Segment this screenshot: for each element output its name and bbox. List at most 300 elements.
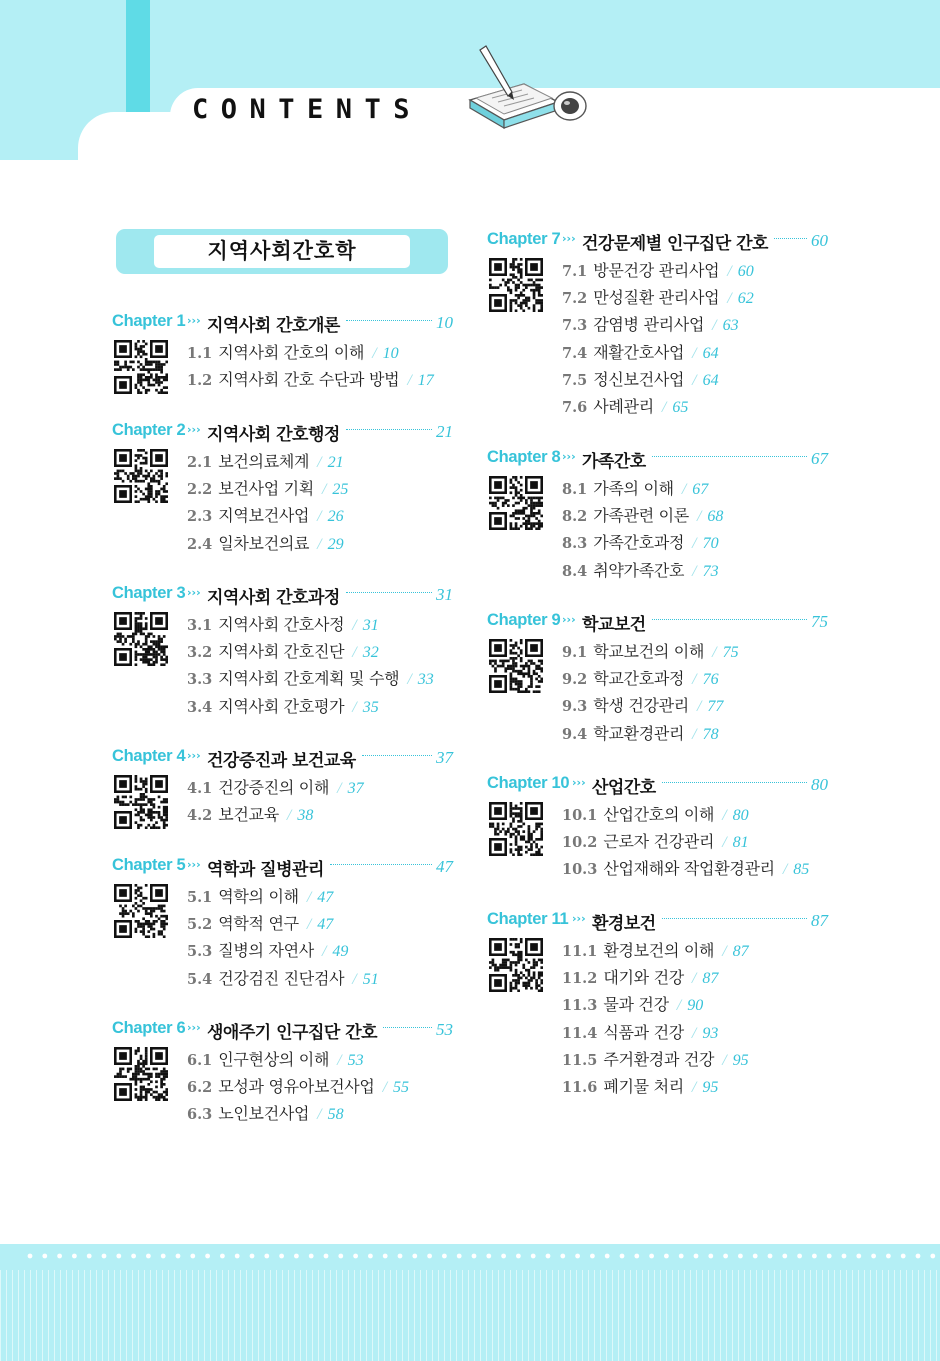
section-title: 학교간호과정 bbox=[593, 669, 685, 689]
section-page-number: 67 bbox=[692, 481, 709, 498]
footer-dot bbox=[797, 1254, 802, 1259]
chapter-title: 학교보건 bbox=[582, 615, 646, 635]
page-separator: / bbox=[337, 780, 342, 797]
page-separator: / bbox=[692, 562, 697, 580]
chapter-arrow: ››› bbox=[572, 776, 586, 789]
section-title: 근로자 건강관리 bbox=[603, 832, 715, 852]
section-title: 인구현상의 이해 bbox=[218, 1050, 330, 1069]
qr-code-icon bbox=[489, 258, 543, 312]
footer-dot bbox=[694, 1254, 699, 1259]
chapter-title: 산업간호 bbox=[592, 778, 656, 798]
page-separator: / bbox=[352, 698, 357, 716]
section-number: 11.1 bbox=[562, 943, 598, 960]
footer-dot bbox=[57, 1254, 62, 1259]
footer-dot bbox=[723, 1254, 728, 1259]
section-title: 폐기물 처리 bbox=[603, 1077, 684, 1096]
footer-dot bbox=[486, 1254, 491, 1259]
page-separator: / bbox=[692, 671, 697, 689]
section-entry bbox=[187, 1047, 364, 1069]
section-number: 9.3 bbox=[562, 698, 588, 716]
section-page-number: 87 bbox=[702, 970, 719, 988]
section-entry bbox=[187, 1074, 409, 1096]
section-title: 가족관련 이론 bbox=[593, 506, 689, 526]
section-title: 취약가족간호 bbox=[593, 560, 685, 580]
section-number: 2.3 bbox=[187, 508, 213, 526]
section-title: 역학적 연구 bbox=[218, 914, 299, 934]
footer-dot bbox=[605, 1254, 610, 1259]
section-title: 보건사업 기획 bbox=[218, 479, 314, 499]
chapter-arrow: ››› bbox=[187, 586, 201, 599]
page-separator: / bbox=[407, 372, 412, 390]
section-page-number: 37 bbox=[347, 780, 364, 797]
footer-dot bbox=[42, 1254, 47, 1259]
section-page-number: 26 bbox=[327, 508, 344, 526]
section-title: 노인보건사업 bbox=[218, 1104, 310, 1124]
page-separator: / bbox=[696, 508, 702, 526]
section-page-number: 81 bbox=[732, 834, 749, 852]
chapter-title: 건강문제별 인구집단 간호 bbox=[582, 234, 768, 254]
qr-code-icon bbox=[489, 639, 543, 693]
page-separator: / bbox=[407, 671, 412, 689]
chapter-label: Chapter 2 bbox=[112, 421, 186, 439]
section-entry bbox=[187, 367, 434, 389]
chapter-arrow: ››› bbox=[187, 423, 201, 436]
footer-dot bbox=[250, 1254, 255, 1259]
section-entry bbox=[562, 721, 719, 743]
footer-dot bbox=[116, 1254, 121, 1259]
chapter-heading bbox=[112, 1019, 466, 1041]
section-number: 6.2 bbox=[187, 1079, 213, 1097]
chapter-heading bbox=[487, 910, 841, 932]
section-entry bbox=[562, 1074, 718, 1096]
section-entry bbox=[187, 666, 434, 688]
section-entry bbox=[187, 1101, 344, 1123]
chapter-arrow: ››› bbox=[187, 858, 201, 871]
page-separator: / bbox=[661, 399, 667, 416]
chapter-label: Chapter 9 bbox=[487, 611, 561, 629]
page-separator: / bbox=[722, 1051, 727, 1069]
section-title: 대기와 건강 bbox=[603, 968, 684, 988]
footer-dot bbox=[338, 1254, 343, 1259]
page-separator: / bbox=[286, 807, 292, 825]
section-title: 지역사회 간호평가 bbox=[218, 696, 345, 716]
page-separator: / bbox=[321, 481, 327, 499]
section-entry bbox=[187, 775, 364, 797]
page-separator: / bbox=[692, 371, 697, 389]
section-title: 사례관리 bbox=[593, 397, 654, 416]
section-number: 8.1 bbox=[562, 481, 588, 498]
qr-code-icon bbox=[114, 775, 168, 829]
section-page-number: 60 bbox=[737, 263, 754, 280]
footer-dot bbox=[102, 1254, 107, 1259]
section-title: 감염병 관리사업 bbox=[593, 315, 705, 335]
book-and-pencil-icon bbox=[462, 40, 592, 132]
footer-dot bbox=[738, 1254, 743, 1259]
section-number: 3.2 bbox=[187, 644, 213, 662]
section-page-number: 10 bbox=[382, 345, 399, 362]
section-number: 4.2 bbox=[187, 807, 213, 825]
section-number: 4.1 bbox=[187, 780, 213, 797]
chapter-page-number: 10 bbox=[436, 313, 453, 332]
footer-dot bbox=[176, 1254, 181, 1259]
section-entry bbox=[562, 856, 809, 878]
section-number: 7.4 bbox=[562, 344, 588, 362]
page-separator: / bbox=[696, 698, 702, 716]
section-number: 7.2 bbox=[562, 290, 588, 308]
section-page-number: 55 bbox=[393, 1079, 410, 1097]
section-entry bbox=[562, 312, 739, 334]
dot-leader bbox=[330, 864, 432, 865]
footer-dot bbox=[220, 1254, 225, 1259]
section-page-number: 29 bbox=[327, 535, 344, 553]
section-page-number: 47 bbox=[317, 916, 334, 934]
header-stripe bbox=[126, 0, 150, 112]
chapter-arrow: ››› bbox=[187, 1021, 201, 1034]
section-page-number: 25 bbox=[332, 481, 349, 499]
section-title: 모성과 영유아보건사업 bbox=[218, 1077, 375, 1097]
footer-dot bbox=[28, 1254, 33, 1259]
page-separator: / bbox=[782, 861, 788, 879]
section-number: 7.6 bbox=[562, 399, 588, 416]
footer-dot bbox=[309, 1254, 314, 1259]
page-separator: / bbox=[337, 1052, 342, 1069]
qr-code-icon bbox=[114, 340, 168, 394]
footer-dot bbox=[590, 1254, 595, 1259]
footer-dot bbox=[383, 1254, 388, 1259]
section-number: 2.1 bbox=[187, 454, 213, 471]
section-number: 9.2 bbox=[562, 671, 588, 689]
chapter-label: Chapter 7 bbox=[487, 230, 561, 248]
chapter-title: 지역사회 간호개론 bbox=[207, 316, 340, 336]
section-title: 방문건강 관리사업 bbox=[593, 261, 720, 280]
section-title: 만성질환 관리사업 bbox=[593, 288, 720, 308]
chapter-title: 역학과 질병관리 bbox=[207, 860, 324, 880]
section-title: 학교환경관리 bbox=[593, 723, 685, 743]
section-entry bbox=[187, 612, 379, 634]
page-separator: / bbox=[722, 834, 727, 852]
page-separator: / bbox=[692, 344, 697, 362]
footer-dot bbox=[575, 1254, 580, 1259]
header-curve bbox=[78, 112, 178, 160]
footer-dot bbox=[279, 1254, 284, 1259]
section-entry bbox=[187, 694, 379, 716]
qr-code-icon bbox=[489, 476, 543, 530]
section-page-number: 62 bbox=[737, 290, 754, 308]
section-page-number: 33 bbox=[417, 671, 434, 689]
footer-dot bbox=[264, 1254, 269, 1259]
chapter-arrow: ››› bbox=[187, 749, 201, 762]
chapter-heading bbox=[487, 448, 841, 470]
section-number: 10.2 bbox=[562, 834, 598, 852]
section-number: 6.1 bbox=[187, 1052, 213, 1069]
section-number: 3.3 bbox=[187, 671, 213, 689]
chapter-page-number: 80 bbox=[811, 775, 828, 794]
qr-code-icon bbox=[114, 884, 168, 938]
section-number: 8.3 bbox=[562, 535, 588, 553]
footer-dot bbox=[649, 1254, 654, 1259]
chapter-label: Chapter 10 bbox=[487, 774, 570, 792]
section-entry bbox=[187, 802, 313, 824]
section-number: 3.4 bbox=[187, 698, 213, 716]
dot-leader bbox=[383, 1027, 432, 1028]
chapter-heading bbox=[487, 611, 841, 633]
dot-leader bbox=[662, 782, 807, 783]
section-title: 식품과 건강 bbox=[603, 1022, 684, 1042]
section-title: 역학의 이해 bbox=[218, 887, 299, 906]
footer-dot bbox=[708, 1254, 713, 1259]
dot-leader bbox=[346, 592, 432, 593]
chapter-heading bbox=[112, 421, 466, 443]
footer-dot bbox=[886, 1254, 891, 1259]
section-number: 2.4 bbox=[187, 535, 213, 553]
section-entry bbox=[187, 340, 399, 362]
footer-dot bbox=[457, 1254, 462, 1259]
section-page-number: 90 bbox=[687, 997, 704, 1015]
section-entry bbox=[562, 1047, 749, 1069]
footer-dot bbox=[768, 1254, 773, 1259]
section-number: 5.4 bbox=[187, 970, 213, 988]
section-title: 정신보건사업 bbox=[593, 369, 685, 389]
section-page-number: 85 bbox=[793, 861, 810, 879]
section-number: 11.4 bbox=[562, 1024, 598, 1042]
page-separator: / bbox=[722, 807, 727, 824]
section-page-number: 78 bbox=[702, 725, 719, 743]
section-page-number: 63 bbox=[722, 317, 739, 335]
section-page-number: 49 bbox=[332, 943, 349, 961]
dot-leader bbox=[774, 238, 807, 239]
section-number: 10.3 bbox=[562, 861, 598, 879]
section-number: 11.5 bbox=[562, 1051, 598, 1069]
section-page-number: 95 bbox=[702, 1079, 719, 1096]
section-title: 주거환경과 건강 bbox=[603, 1049, 715, 1069]
section-title: 학생 건강관리 bbox=[593, 696, 689, 716]
footer-dot bbox=[324, 1254, 329, 1259]
page-separator: / bbox=[727, 263, 732, 280]
section-title: 지역사회 간호사정 bbox=[218, 615, 345, 634]
section-entry bbox=[562, 639, 739, 661]
footer-dot bbox=[531, 1254, 536, 1259]
dot-leader bbox=[362, 755, 432, 756]
section-title: 지역사회 간호의 이해 bbox=[218, 343, 365, 362]
chapter-label: Chapter 11 bbox=[487, 910, 569, 928]
section-title: 보건교육 bbox=[218, 805, 279, 825]
chapter-heading bbox=[112, 747, 466, 769]
footer-dot bbox=[827, 1254, 832, 1259]
qr-code-icon bbox=[114, 1047, 168, 1101]
chapter-page-number: 53 bbox=[436, 1020, 453, 1039]
chapter-label: Chapter 1 bbox=[112, 312, 186, 330]
section-page-number: 68 bbox=[707, 508, 724, 526]
footer-dot bbox=[516, 1254, 521, 1259]
page-separator: / bbox=[712, 317, 717, 335]
footer-dot bbox=[412, 1254, 417, 1259]
section-title: 일차보건의료 bbox=[218, 533, 310, 553]
section-title: 환경보건의 이해 bbox=[603, 941, 715, 960]
page-separator: / bbox=[727, 290, 732, 308]
chapter-page-number: 75 bbox=[811, 612, 828, 631]
footer-dot bbox=[634, 1254, 639, 1259]
section-title: 가족간호과정 bbox=[593, 533, 685, 553]
section-page-number: 64 bbox=[702, 371, 719, 389]
chapter-heading bbox=[487, 230, 841, 252]
page-separator: / bbox=[372, 345, 377, 362]
dot-leader bbox=[346, 429, 432, 430]
section-page-number: 31 bbox=[362, 617, 379, 634]
dot-leader bbox=[346, 320, 432, 321]
footer-dot bbox=[72, 1254, 77, 1259]
section-entry bbox=[562, 829, 749, 851]
section-number: 8.2 bbox=[562, 508, 588, 526]
chapter-title: 가족간호 bbox=[582, 452, 646, 472]
qr-code-icon bbox=[114, 449, 168, 503]
section-title: 질병의 자연사 bbox=[218, 941, 314, 961]
footer-dot bbox=[871, 1254, 876, 1259]
section-entry bbox=[562, 503, 723, 525]
footer-dot bbox=[472, 1254, 477, 1259]
section-entry bbox=[562, 340, 719, 362]
footer-dot bbox=[782, 1254, 787, 1259]
section-entry bbox=[562, 1020, 718, 1042]
page-separator: / bbox=[681, 481, 687, 498]
section-title: 지역사회 간호진단 bbox=[218, 642, 345, 662]
section-entry bbox=[562, 558, 719, 580]
page-separator: / bbox=[712, 644, 717, 661]
section-entry bbox=[562, 258, 754, 280]
section-number: 10.1 bbox=[562, 807, 598, 824]
footer-dot bbox=[664, 1254, 669, 1259]
footer-dot bbox=[620, 1254, 625, 1259]
section-page-number: 77 bbox=[707, 698, 724, 716]
section-entry bbox=[562, 938, 749, 960]
footer-dot bbox=[87, 1254, 92, 1259]
chapter-page-number: 47 bbox=[436, 857, 453, 876]
subject-box bbox=[116, 229, 448, 274]
chapter-label: Chapter 4 bbox=[112, 747, 186, 765]
section-number: 9.4 bbox=[562, 725, 588, 743]
section-page-number: 64 bbox=[702, 344, 719, 362]
section-page-number: 93 bbox=[702, 1024, 719, 1042]
page-separator: / bbox=[722, 943, 727, 960]
section-entry bbox=[562, 992, 703, 1014]
footer-dot bbox=[842, 1254, 847, 1259]
footer-dot bbox=[753, 1254, 758, 1259]
section-number: 1.2 bbox=[187, 372, 213, 390]
section-number: 7.1 bbox=[562, 263, 588, 280]
section-title: 지역사회 간호계획 및 수행 bbox=[218, 669, 400, 689]
page-separator: / bbox=[676, 997, 682, 1015]
chapter-arrow: ››› bbox=[562, 613, 576, 626]
section-title: 지역보건사업 bbox=[218, 506, 310, 526]
section-page-number: 75 bbox=[722, 644, 739, 661]
footer-dot bbox=[546, 1254, 551, 1259]
footer-dot bbox=[146, 1254, 151, 1259]
footer-stripes bbox=[0, 1270, 940, 1361]
section-title: 물과 건강 bbox=[603, 995, 669, 1015]
chapter-label: Chapter 8 bbox=[487, 448, 561, 466]
footer-dot bbox=[398, 1254, 403, 1259]
section-number: 8.4 bbox=[562, 562, 588, 580]
section-number: 6.3 bbox=[187, 1106, 213, 1124]
section-title: 보건의료체계 bbox=[218, 452, 310, 471]
chapter-page-number: 67 bbox=[811, 449, 828, 468]
section-entry bbox=[562, 802, 749, 824]
section-entry bbox=[562, 666, 719, 688]
section-title: 가족의 이해 bbox=[593, 479, 674, 498]
page-separator: / bbox=[321, 943, 327, 961]
chapter-heading bbox=[487, 774, 841, 796]
section-number: 9.1 bbox=[562, 644, 588, 661]
page-separator: / bbox=[382, 1079, 388, 1097]
footer-dot bbox=[161, 1254, 166, 1259]
section-page-number: 70 bbox=[702, 535, 719, 553]
chapter-arrow: ››› bbox=[572, 912, 586, 925]
page-separator: / bbox=[691, 970, 697, 988]
chapter-heading bbox=[112, 584, 466, 606]
footer-dot bbox=[131, 1254, 136, 1259]
page-separator: / bbox=[317, 1106, 322, 1124]
footer-dot bbox=[190, 1254, 195, 1259]
section-number: 5.3 bbox=[187, 943, 213, 961]
section-page-number: 95 bbox=[732, 1051, 749, 1069]
section-number: 3.1 bbox=[187, 617, 213, 634]
page-title: CONTENTS bbox=[192, 94, 423, 125]
footer-dot bbox=[205, 1254, 210, 1259]
section-number: 11.2 bbox=[562, 970, 598, 988]
section-entry bbox=[187, 531, 344, 553]
qr-code-icon bbox=[114, 612, 168, 666]
section-page-number: 32 bbox=[362, 644, 379, 662]
section-title: 건강검진 진단검사 bbox=[218, 968, 345, 988]
footer-dot bbox=[368, 1254, 373, 1259]
section-page-number: 80 bbox=[732, 807, 749, 824]
chapter-arrow: ››› bbox=[562, 450, 576, 463]
section-page-number: 53 bbox=[347, 1052, 364, 1069]
page-separator: / bbox=[691, 1024, 697, 1042]
subject-title: 지역사회간호학 bbox=[154, 235, 410, 268]
qr-code-icon bbox=[489, 938, 543, 992]
section-number: 1.1 bbox=[187, 345, 213, 362]
section-entry bbox=[187, 449, 344, 471]
page-separator: / bbox=[352, 644, 357, 662]
footer-dot bbox=[916, 1254, 921, 1259]
section-number: 5.2 bbox=[187, 916, 213, 934]
section-entry bbox=[187, 476, 348, 498]
chapter-title: 지역사회 간호과정 bbox=[207, 588, 340, 608]
chapter-heading bbox=[112, 856, 466, 878]
section-entry bbox=[562, 965, 718, 987]
section-page-number: 35 bbox=[362, 698, 379, 716]
section-page-number: 17 bbox=[417, 372, 434, 390]
footer-dot bbox=[353, 1254, 358, 1259]
page-separator: / bbox=[352, 617, 357, 634]
chapter-page-number: 87 bbox=[811, 911, 828, 930]
footer-dot bbox=[442, 1254, 447, 1259]
section-page-number: 58 bbox=[327, 1106, 344, 1124]
chapter-label: Chapter 6 bbox=[112, 1019, 186, 1037]
section-page-number: 73 bbox=[702, 562, 719, 580]
chapter-label: Chapter 3 bbox=[112, 584, 186, 602]
page-separator: / bbox=[306, 889, 312, 906]
section-entry bbox=[187, 884, 333, 906]
footer-dot bbox=[294, 1254, 299, 1259]
chapter-title: 지역사회 간호행정 bbox=[207, 425, 340, 445]
section-title: 건강증진의 이해 bbox=[218, 778, 330, 797]
section-entry bbox=[562, 367, 719, 389]
section-page-number: 51 bbox=[362, 970, 379, 988]
section-entry bbox=[187, 911, 333, 933]
page-separator: / bbox=[691, 1079, 697, 1096]
footer-dot bbox=[812, 1254, 817, 1259]
